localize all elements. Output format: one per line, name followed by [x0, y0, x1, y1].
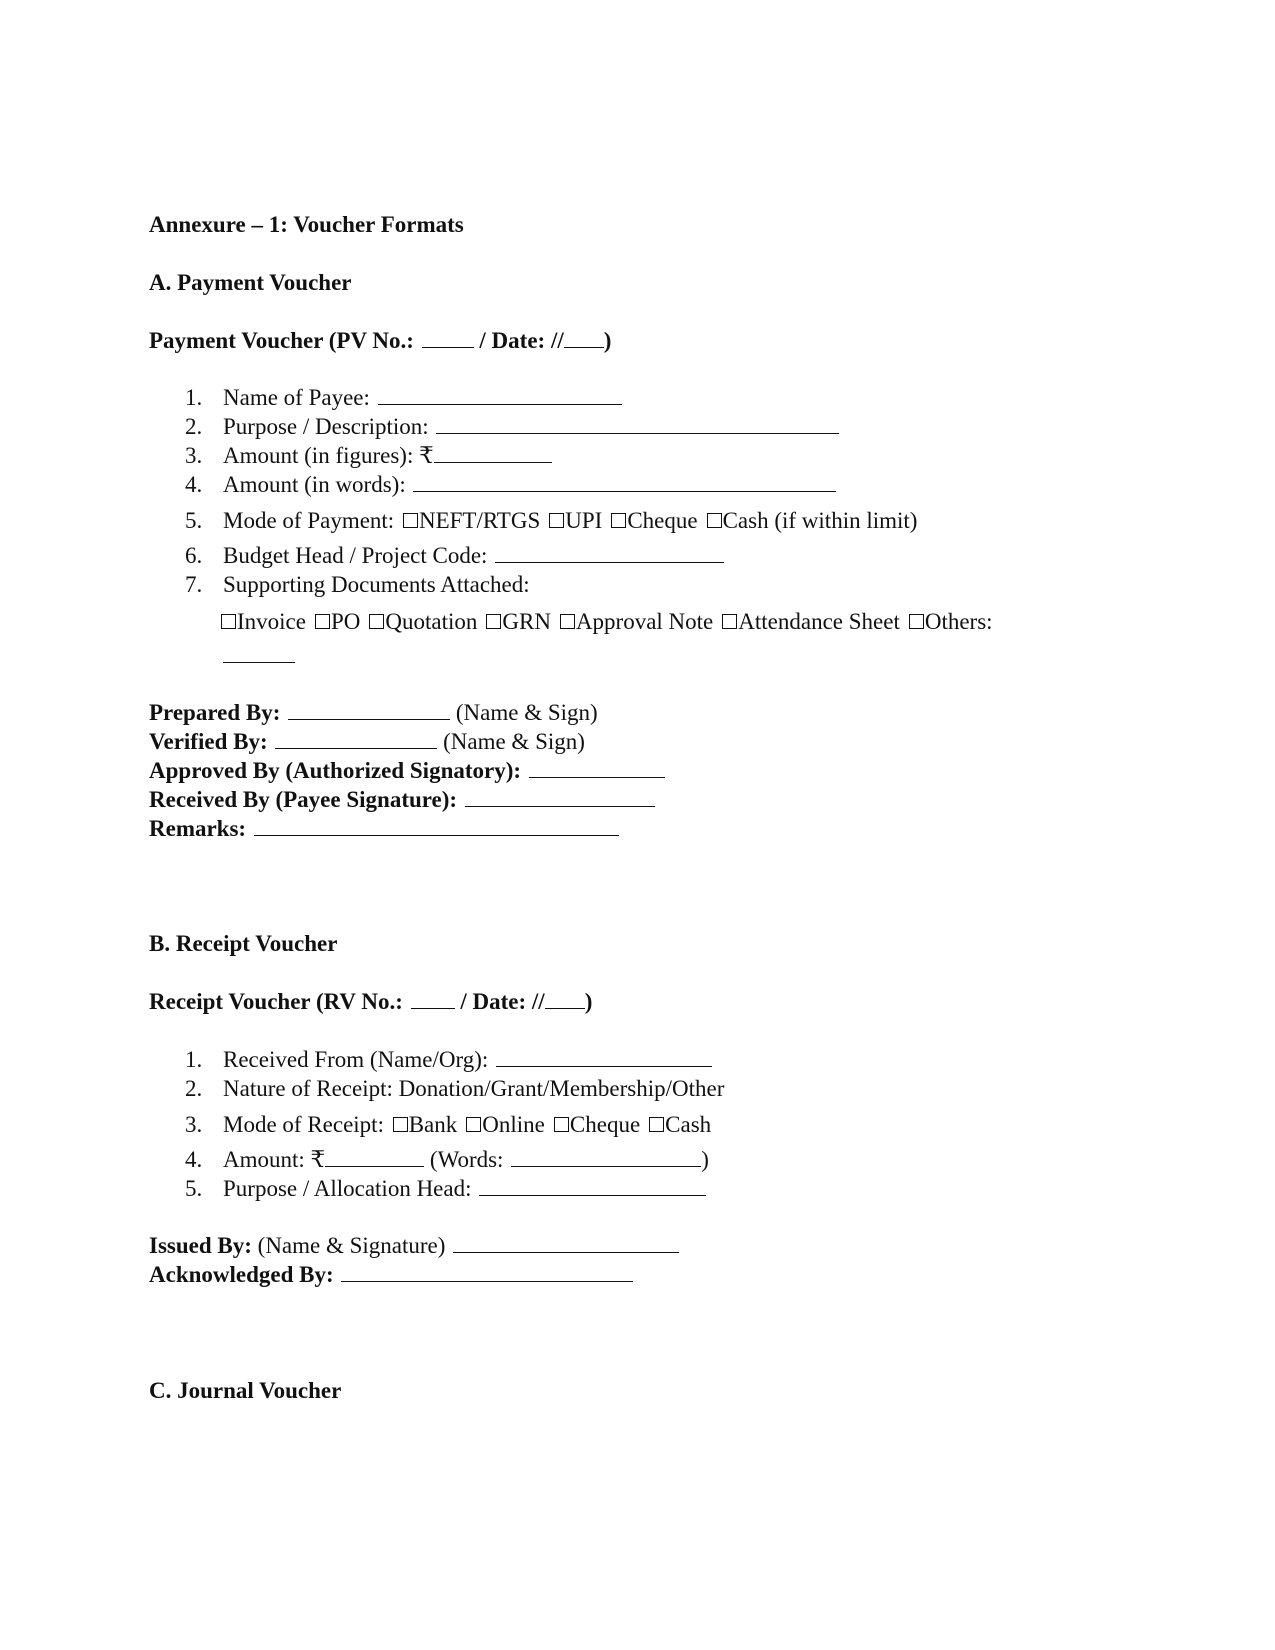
- remarks-row: [149, 815, 619, 843]
- annexure-title: Annexure – 1: Voucher Formats: [149, 212, 464, 237]
- amount-figures-label: Amount (in figures): ₹: [223, 443, 434, 468]
- pv-header-prefix: Payment Voucher (PV No.:: [149, 328, 414, 353]
- neft-rtgs-checkbox[interactable]: [403, 513, 418, 528]
- amount-figures-field[interactable]: [434, 444, 552, 463]
- attendance-sheet-option-label: Attendance Sheet: [738, 609, 900, 634]
- cheque-checkbox[interactable]: [611, 513, 626, 528]
- prepared-by-row: [149, 699, 598, 727]
- bank-option-label: Bank: [408, 1112, 458, 1137]
- nature-of-receipt-label: Nature of Receipt: Donation/Grant/Membership/Other: [223, 1076, 725, 1101]
- pv-item-budget-head: [223, 542, 724, 570]
- issued-by-label: Issued By:: [149, 1233, 252, 1258]
- rv-item-nature-of-receipt: [223, 1075, 724, 1103]
- mode-of-receipt-label: Mode of Receipt:: [223, 1112, 384, 1137]
- cash-checkbox[interactable]: [707, 513, 722, 528]
- po-checkbox[interactable]: [315, 614, 330, 629]
- approved-by-row: [149, 757, 665, 785]
- pv-item-number: 1.: [185, 385, 203, 410]
- budget-head-label: Budget Head / Project Code:: [223, 543, 488, 568]
- pv-date-year-field[interactable]: [564, 329, 604, 348]
- pv-item-payee-name: [223, 384, 622, 412]
- remarks-label: Remarks:: [149, 816, 247, 841]
- received-by-label: Received By (Payee Signature):: [149, 787, 458, 812]
- pv-item-mode-of-payment: [223, 507, 917, 535]
- bank-checkbox[interactable]: [393, 1117, 408, 1132]
- rv-item-number: 5.: [185, 1176, 203, 1201]
- receipt-cheque-option-label: Cheque: [569, 1112, 641, 1137]
- rv-item-number: 1.: [185, 1047, 203, 1072]
- pv-number-field[interactable]: [422, 329, 474, 348]
- invoice-checkbox[interactable]: [221, 614, 236, 629]
- remarks-field[interactable]: [254, 817, 619, 836]
- received-by-row: [149, 786, 655, 814]
- cash-option-label: Cash (if within limit): [722, 508, 918, 533]
- rv-item-amount: [223, 1146, 709, 1174]
- rv-item-received-from: [223, 1046, 712, 1074]
- pv-item-number: 4.: [185, 472, 203, 497]
- pv-item-number: 6.: [185, 543, 203, 568]
- amount-words-field[interactable]: [413, 473, 836, 492]
- rv-date-year-field[interactable]: [545, 990, 585, 1009]
- pv-item-purpose: [223, 413, 839, 441]
- upi-checkbox[interactable]: [549, 513, 564, 528]
- pv-header-suffix: ): [603, 328, 612, 353]
- receipt-cash-option-label: Cash: [665, 1112, 712, 1137]
- mode-of-payment-label: Mode of Payment:: [223, 508, 395, 533]
- allocation-head-field[interactable]: [479, 1177, 706, 1196]
- rv-item-number: 4.: [185, 1147, 203, 1172]
- others-option-label: Others:: [924, 609, 993, 634]
- supporting-docs-options: [221, 608, 993, 636]
- received-from-label: Received From (Name/Org):: [223, 1047, 489, 1072]
- quotation-checkbox[interactable]: [369, 614, 384, 629]
- received-from-field[interactable]: [496, 1048, 712, 1067]
- received-by-field[interactable]: [465, 788, 655, 807]
- rv-item-allocation-head: [223, 1175, 706, 1203]
- acknowledged-by-field[interactable]: [341, 1263, 633, 1282]
- approved-by-label: Approved By (Authorized Signatory):: [149, 758, 522, 783]
- online-checkbox[interactable]: [466, 1117, 481, 1132]
- receipt-words-suffix: ): [701, 1147, 709, 1172]
- prepared-by-field[interactable]: [288, 701, 450, 720]
- payment-voucher-header: [149, 327, 611, 355]
- rv-header-mid: / Date: //: [460, 989, 545, 1014]
- others-checkbox[interactable]: [909, 614, 924, 629]
- rv-item-number: 2.: [185, 1076, 203, 1101]
- pv-item-amount-figures: [223, 442, 552, 470]
- receipt-amount-label: Amount: ₹: [223, 1147, 326, 1172]
- receipt-voucher-header: [149, 988, 592, 1016]
- payee-name-label: Name of Payee:: [223, 385, 370, 410]
- verified-by-label: Verified By:: [149, 729, 268, 754]
- acknowledged-by-label: Acknowledged By:: [149, 1262, 334, 1287]
- pv-header-mid: / Date: //: [479, 328, 564, 353]
- others-specify-line: [223, 642, 295, 670]
- rv-header-suffix: ): [584, 989, 593, 1014]
- rv-item-mode-of-receipt: [223, 1111, 711, 1139]
- payee-name-field[interactable]: [378, 386, 622, 405]
- upi-option-label: UPI: [565, 508, 603, 533]
- issued-by-field[interactable]: [453, 1234, 679, 1253]
- online-option-label: Online: [482, 1112, 545, 1137]
- receipt-section-title: B. Receipt Voucher: [149, 931, 338, 956]
- pv-item-amount-words: [223, 471, 836, 499]
- purpose-field[interactable]: [436, 415, 839, 434]
- approval-note-option-label: Approval Note: [575, 609, 714, 634]
- neft-rtgs-option-label: NEFT/RTGS: [418, 508, 541, 533]
- approved-by-field[interactable]: [529, 759, 665, 778]
- others-specify-field[interactable]: [223, 644, 295, 663]
- acknowledged-by-row: [149, 1261, 633, 1289]
- pv-item-number: 7.: [185, 572, 203, 597]
- cheque-option-label: Cheque: [627, 508, 698, 533]
- rv-header-prefix: Receipt Voucher (RV No.:: [149, 989, 403, 1014]
- pv-item-number: 2.: [185, 414, 203, 439]
- budget-head-field[interactable]: [495, 544, 724, 563]
- grn-checkbox[interactable]: [486, 614, 501, 629]
- rv-item-number: 3.: [185, 1112, 203, 1137]
- receipt-words-field[interactable]: [511, 1148, 701, 1167]
- grn-option-label: GRN: [502, 609, 551, 634]
- approval-note-checkbox[interactable]: [560, 614, 575, 629]
- journal-section-title: C. Journal Voucher: [149, 1378, 342, 1403]
- receipt-amount-field[interactable]: [325, 1148, 424, 1167]
- receipt-cash-checkbox[interactable]: [649, 1117, 664, 1132]
- supporting-docs-label: Supporting Documents Attached:: [223, 572, 530, 597]
- receipt-cheque-checkbox[interactable]: [554, 1117, 569, 1132]
- verified-by-suffix: (Name & Sign): [443, 729, 585, 754]
- verified-by-row: [149, 728, 585, 756]
- allocation-head-label: Purpose / Allocation Head:: [223, 1176, 472, 1201]
- pv-item-number: 5.: [185, 508, 203, 533]
- po-option-label: PO: [330, 609, 361, 634]
- invoice-option-label: Invoice: [237, 609, 306, 634]
- issued-by-row: [149, 1232, 679, 1260]
- receipt-words-prefix: (Words:: [429, 1147, 504, 1172]
- payment-section-title: A. Payment Voucher: [149, 270, 352, 295]
- purpose-label: Purpose / Description:: [223, 414, 429, 439]
- verified-by-field[interactable]: [275, 730, 437, 749]
- quotation-option-label: Quotation: [385, 609, 478, 634]
- issued-by-suffix: (Name & Signature): [257, 1233, 446, 1258]
- attendance-sheet-checkbox[interactable]: [722, 614, 737, 629]
- pv-item-number: 3.: [185, 443, 203, 468]
- rv-number-field[interactable]: [411, 990, 455, 1009]
- prepared-by-suffix: (Name & Sign): [455, 700, 598, 725]
- amount-words-label: Amount (in words):: [223, 472, 406, 497]
- pv-item-supporting-docs: [223, 571, 530, 599]
- prepared-by-label: Prepared By:: [149, 700, 281, 725]
